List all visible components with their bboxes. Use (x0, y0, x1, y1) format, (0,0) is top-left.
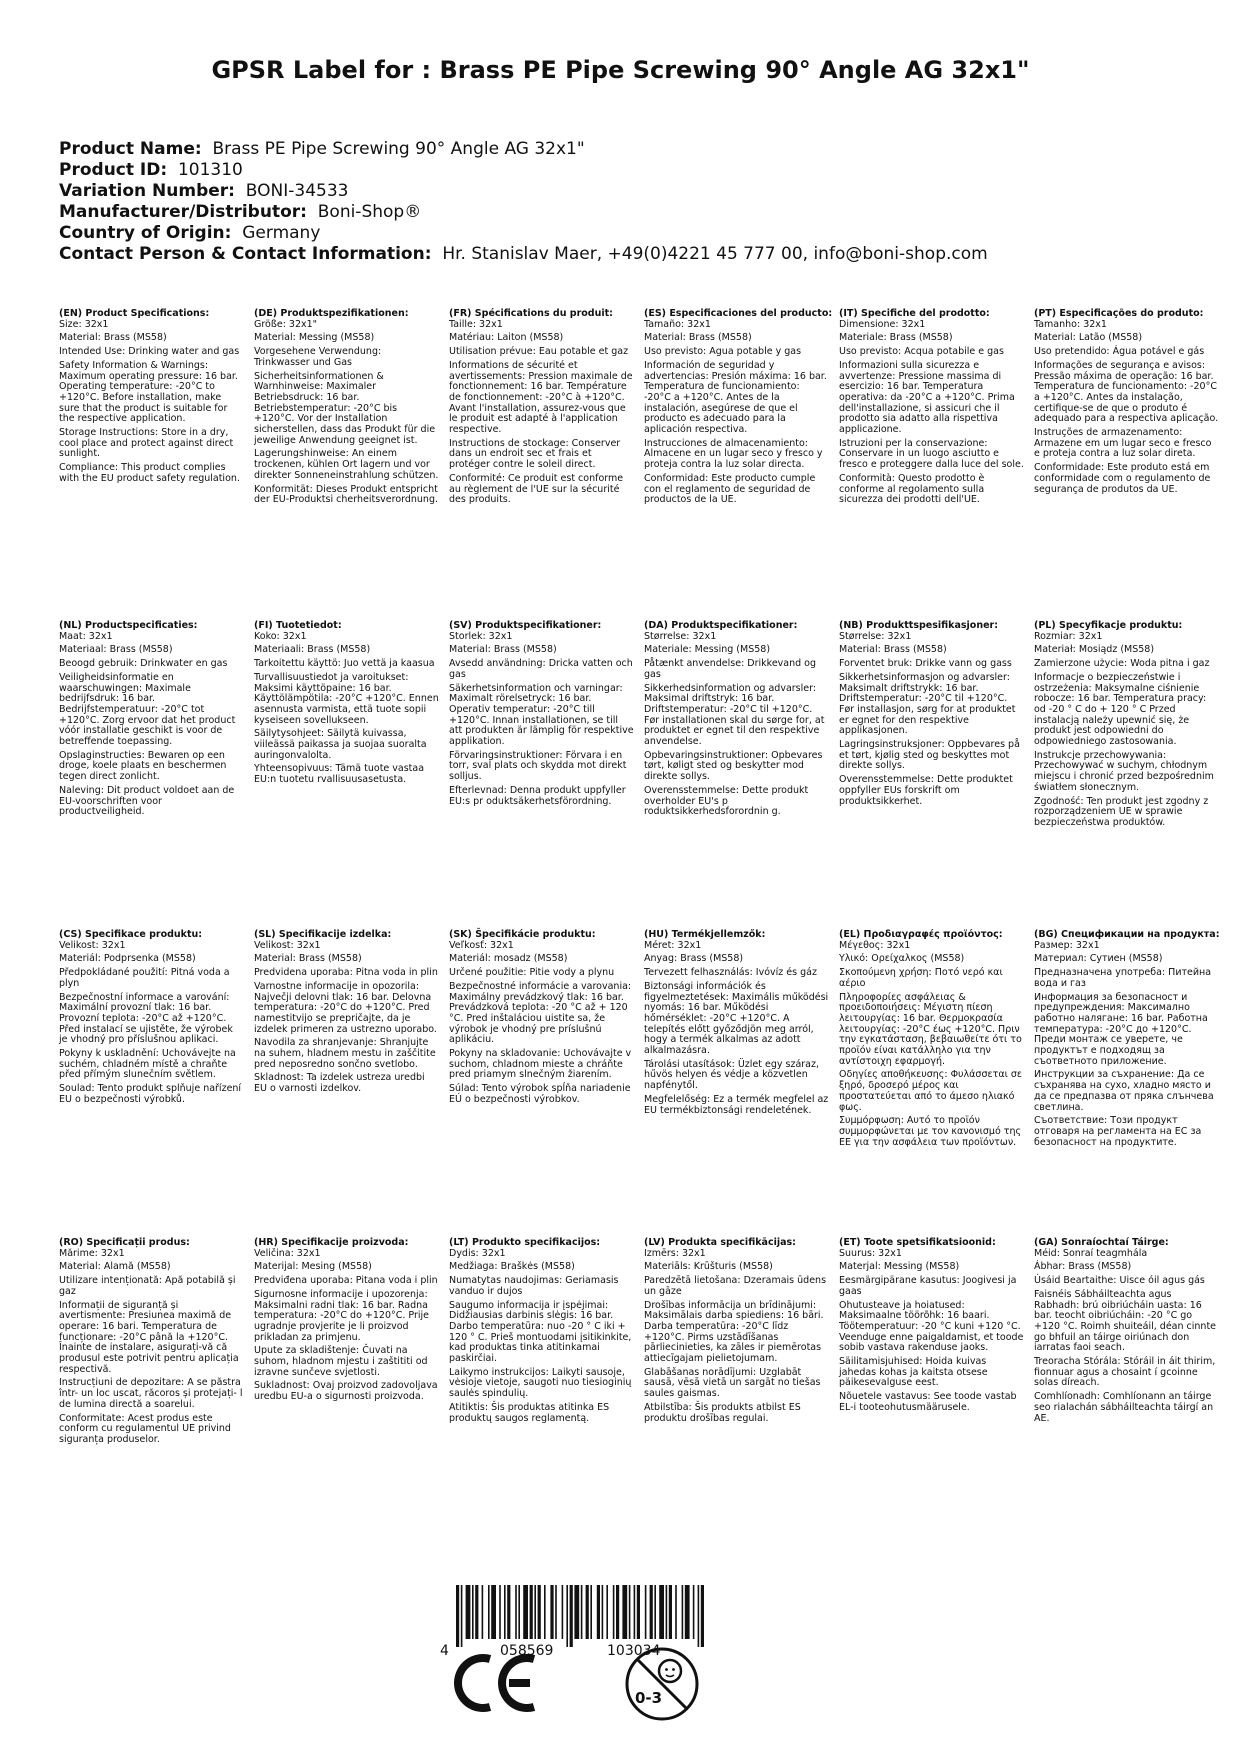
spec-block-sv (449, 621, 634, 810)
spec-block-de (254, 309, 439, 509)
spec-compliance: Atitiktis: Šis produktas atitinka ES produktų saugos reglamentą. (449, 1401, 610, 1424)
spec-size: Størrelse: 32x1 (644, 630, 717, 642)
spec-compliance: Overensstemmelse: Dette produktet oppfyller EUs forskrift om produktsikkerhet. (839, 774, 1013, 807)
spec-storage: Instrukcje przechowywania: Przechowywać w suchym, chłodnym miejscu i chronić przed bezpośrednim światłem słonecznym. (1034, 749, 1214, 793)
spec-safety: Turvallisuustiedot ja varoitukset: Maksimi käyttöpaine: 16 bar. Käyttölämpötila: -20°C +120°C. Ennen asennusta varmista, että tuote sopii kyseiseen sovellukseen. (254, 671, 439, 726)
spec-safety: Ohutusteave ja hoiatused: Maksimaalne töörõhk: 16 baari. Töötemperatuur: -20 °C kuni +120 °C. Veenduge enne paigaldamist, et toode sobib vastava rakenduse jaoks. (839, 1299, 1024, 1354)
barcode-bar (685, 1585, 690, 1639)
spec-storage: Opslaginstructies: Bewaren op een droge, koele plaats en beschermen tegen direct zonlicht. (59, 749, 227, 783)
barcode-bar (518, 1585, 520, 1639)
spec-size: Rozmiar: 32x1 (1034, 630, 1103, 642)
spec-size: Μέγεθος: 32x1 (839, 939, 911, 951)
spec-compliance: Megfelelőség: Ez a termék megfelel az EU termékbiztonsági rendeletének. (644, 1093, 829, 1116)
barcode-bar (530, 1585, 533, 1639)
spec-safety: Πληροφορίες ασφάλειας & προειδοποιήσεις: Μέγιστη πίεση λειτουργίας: 16 bar. Θερμοκρασία λειτουργίας: -20°C έως +120°C. Πριν την εγκατάσταση, βεβαιωθείτε ότι το προϊόν είναι κατάλληλο για την αντίστοιχη εφαρμογή. (839, 991, 1022, 1067)
barcode-bar (538, 1585, 541, 1639)
spec-compliance: Naleving: Dit product voldoet aan de EU-voorschriften voor productveiligheid. (59, 784, 235, 818)
barcode-right-digits: 103034 (607, 1643, 661, 1659)
spec-intended-use: Beoogd gebruik: Drinkwater en gas (59, 658, 228, 670)
spec-material: Material: Messing (MS58) (254, 332, 375, 344)
spec-material: Matériau: Laiton (MS58) (449, 332, 564, 344)
barcode-bar (629, 1585, 631, 1639)
spec-material: Materiál: Podprsenka (MS58) (59, 953, 196, 965)
spec-size: Méret: 32x1 (644, 939, 702, 951)
spec-storage: Pokyny na skladovanie: Uchovávajte v suchom, chladnom mieste a chráňte pred priamym slnečným žiarením. (449, 1048, 632, 1081)
spec-title: (PL) Specyfikacje produktu: (1034, 620, 1183, 631)
spec-block-hr (254, 1238, 439, 1406)
spec-intended-use: Σκοπούμενη χρήση: Ποτό νερό και αέριο (839, 967, 1003, 989)
info-label: Manufacturer/Distributor: (59, 202, 307, 222)
spec-storage: Storage Instructions: Store in a dry, cool place and protect against direct sunlight. (59, 427, 234, 460)
spec-compliance: Comhlíonadh: Comhlíonann an táirge seo rialachán sábháilteachta táirgí an AE. (1034, 1391, 1214, 1424)
spec-intended-use: Forventet bruk: Drikke vann og gass (839, 658, 1012, 670)
spec-size: Størrelse: 32x1 (839, 630, 912, 642)
info-label: Product ID: (59, 160, 168, 180)
spec-safety: Drošības informācija un brīdinājumi: Maksimālais darba spiediens: 16 bāri. Darba temperatūra: -20°C līdz +120°C. Pirms uzstādīšanas pārliecinieties, ka zāles ir piemērotas attiecīgajam pielietojumam. (644, 1299, 824, 1365)
spec-safety: Sigurnosne informacije i upozorenja: Maksimalni radni tlak: 16 bar. Radna temperatura: -20°C do +120°C. Prije ugradnje provjerite je li proizvod prikladan za primjenu. (254, 1288, 430, 1343)
barcode-bar (701, 1585, 704, 1647)
info-label: Variation Number: (59, 181, 235, 201)
spec-compliance: Atbilstība: Šis produkts atbilst ES produktu drošības regulai. (644, 1401, 801, 1424)
spec-material: Материал: Сутиен (MS58) (1034, 953, 1163, 965)
barcode-bar (482, 1585, 484, 1639)
barcode-bar (475, 1585, 478, 1639)
barcode-bar (634, 1585, 636, 1639)
spec-intended-use: Úsáid Beartaithe: Uisce óil agus gás (1034, 1275, 1205, 1287)
spec-safety: Bezpečnostné informácie a varovania: Maximálny prevádzkový tlak: 16 bar. Prevádzková teplota: -20 °C až + 120 °C. Pred inštaláciou uistite sa, že výrobok je vhodný pre príslušnú aplikáciu. (449, 980, 632, 1046)
info-manufacturer (59, 202, 988, 223)
ce-mark-icon (450, 1650, 542, 1716)
info-variation-number (59, 181, 988, 202)
spec-compliance: Nõuetele vastavus: See toode vastab EL-i tooteohutusmäärusele. (839, 1391, 1017, 1413)
barcode-bar (566, 1585, 568, 1647)
spec-title: (NL) Productspecificaties: (59, 620, 198, 631)
spec-material: Material: Latão (MS58) (1034, 332, 1143, 344)
spec-size: Koko: 32x1 (254, 630, 307, 642)
spec-intended-use: Eesmärgipärane kasutus: Joogivesi ja gaas (839, 1275, 1017, 1297)
spec-material: Υλικό: Ορείχαλκος (MS58) (839, 953, 965, 965)
spec-intended-use: Paredzētā lietošana: Dzeramais ūdens un gāze (644, 1275, 827, 1297)
barcode-bar (504, 1585, 506, 1639)
spec-storage: Förvaringsinstruktioner: Förvara i en torr, sval plats och skydda mot direkt solljus. (449, 749, 627, 783)
info-label: Contact Person & Contact Information: (59, 244, 432, 264)
spec-compliance: Yhteensopivuus: Tämä tuote vastaa EU:n tuotetu rvallisuusasetusta. (254, 763, 425, 786)
spec-material: Materiaal: Brass (MS58) (59, 644, 173, 656)
spec-material: Material: Alamă (MS58) (59, 1261, 171, 1273)
spec-intended-use: Predvidena uporaba: Pitna voda in plin (254, 967, 438, 979)
spec-title: (SL) Specifikacije izdelka: (254, 929, 392, 940)
info-value: BONI-34533 (245, 181, 349, 201)
spec-safety: Informations de sécurité et avertissements: Pression maximale de fonctionnement: 16 bar. Température de fonctionnement: -20°C à +120°C. Avant l'installation, assurez-vous que le produit est adapté à l'application respective. (449, 359, 633, 436)
spec-compliance: Soulad: Tento produkt splňuje nařízení EU o bezpečnosti výrobků. (59, 1083, 242, 1105)
spec-compliance: Συμμόρφωση: Αυτό το προϊόν συμμορφώνεται με τον κανονισμό της ΕΕ για την ασφάλεια των προϊόντων. (839, 1115, 1022, 1148)
spec-block-en (59, 309, 244, 488)
spec-title: (HU) Termékjellemzők: (644, 929, 766, 940)
spec-safety: Varnostne informacije in opozorila: Največji delovni tlak: 16 bar. Delovna temperatura: -20°C do +120°C. Pred namestitvijo se prepričajte, da je izdelek primeren za ustrezno uporabo. (254, 980, 437, 1035)
barcode-bar (637, 1585, 640, 1639)
spec-storage: Laikymo instrukcijos: Laikyti sausoje, vėsioje vietoje, saugoti nuo tiesioginių saulės spindulių. (449, 1366, 632, 1400)
spec-storage: Lagringsinstruksjoner: Oppbevares på et tørt, kjølig sted og beskyttes mot direkte sollys. (839, 739, 1020, 772)
spec-compliance: Efterlevnad: Denna produkt uppfyller EU:s pr oduktsäkerhetsförordning. (449, 784, 626, 807)
barcode-bar (555, 1585, 557, 1639)
spec-intended-use: Utilizare intenționată: Apă potabilă și gaz (59, 1275, 236, 1297)
barcode-bar (590, 1585, 592, 1639)
spec-title: (CS) Specifikace produktu: (59, 929, 203, 940)
spec-block-sl (254, 930, 439, 1098)
spec-storage: Instructions de stockage: Conserver dans un endroit sec et frais et protéger contre le soleil direct. (449, 437, 621, 471)
spec-size: Размер: 32x1 (1034, 939, 1100, 951)
spec-intended-use: Zamierzone użycie: Woda pitna i gaz (1034, 658, 1210, 670)
barcode-bar (550, 1585, 553, 1639)
barcode-bar (544, 1585, 546, 1639)
spec-block-ro (59, 1238, 244, 1449)
spec-storage: Treoracha Stórála: Stóráil in áit thirim, fionnuar agus a chosaint í gcoinne solas díreach. (1034, 1356, 1216, 1389)
spec-intended-use: Påtænkt anvendelse: Drikkevand og gas (644, 658, 817, 680)
spec-intended-use: Numatytas naudojimas: Geriamasis vanduo ir dujos (449, 1275, 619, 1297)
spec-material: Material: Brass (MS58) (644, 332, 752, 344)
spec-title: (NB) Produkttspesifikasjoner: (839, 620, 999, 631)
barcode-bar (562, 1585, 564, 1639)
spec-storage: Lagerungshinweise: An einem trockenen, kühlen Ort lagern und vor direkter Sonneneinstrahlung schützen. (254, 448, 439, 481)
spec-safety: Informações de segurança e avisos: Pressão máxima de operação: 16 bar. Temperatura de funcionamento: -20°C a +120°C. Antes da instalação, certifique-se de que o produto é adequado para a respectiva aplicação. (1034, 359, 1219, 425)
spec-intended-use: Předpokládané použití: Pitná voda a plyn (59, 967, 230, 989)
spec-title: (ES) Especificaciones del producto: (644, 308, 833, 319)
spec-size: Velikost: 32x1 (254, 939, 321, 951)
spec-block-nb (839, 621, 1024, 810)
spec-intended-use: Predviđena uporaba: Pitana voda i plin (254, 1275, 438, 1287)
barcode-bar (507, 1585, 510, 1639)
spec-title: (IT) Specifiche del prodotto: (839, 308, 990, 319)
spec-storage: Οδηγίες αποθήκευσης: Φυλάσσεται σε ξηρό, δροσερό μέρος και προστατεύεται από το άμεσο ηλιακό φως. (839, 1069, 1022, 1113)
spec-size: Veľkosť: 32x1 (449, 939, 514, 951)
spec-block-nl (59, 621, 244, 821)
product-info (59, 139, 988, 265)
spec-material: Material: Brass (MS58) (254, 953, 362, 965)
spec-intended-use: Uso previsto: Acqua potabile e gas (839, 346, 1004, 358)
barcode-bars (440, 1585, 710, 1647)
spec-storage: Instrucciones de almacenamiento: Almacene en un lugar seco y fresco y proteja contra la luz solar directa. (644, 437, 823, 471)
spec-compliance: Compliance: This product complies with the EU product safety regulation. (59, 462, 240, 484)
spec-compliance: Overensstemmelse: Dette produkt overholder EU's p roduktsikkerhedsforordnin g. (644, 784, 809, 818)
spec-size: Tamanho: 32x1 (1034, 318, 1107, 330)
barcode-bar (515, 1585, 517, 1639)
page-title: GPSR Label for : Brass PE Pipe Screwing 90° Angle AG 32x1" (211, 56, 1030, 84)
spec-title: (LV) Produkta specifikācijas: (644, 1237, 796, 1248)
barcode-bar (488, 1585, 490, 1639)
spec-material: Ábhar: Brass (MS58) (1034, 1261, 1132, 1273)
spec-safety: Informații de siguranță și avertismente: Presiunea maximă de operare: 16 bari. Temperatura de funcționare: -20°C până la +120°C. Înainte de instalare, asigurați-vă că produsul este potrivit pentru aplicația respectivă. (59, 1299, 239, 1375)
spec-material: Materijal: Mesing (MS58) (254, 1261, 372, 1273)
info-country-of-origin (59, 223, 988, 244)
spec-compliance: Zgodność: Ten produkt jest zgodny z rozporządzeniem UE w sprawie bezpieczeństwa produktów. (1034, 795, 1209, 828)
spec-storage: Opbevaringsinstruktioner: Opbevares tørt, køligt sted og beskytter mod direkte sollys. (644, 749, 823, 783)
ce-logo (450, 1650, 542, 1716)
barcode-bar (586, 1585, 589, 1639)
spec-material: Materiāls: Krūšturis (MS58) (644, 1261, 773, 1273)
spec-storage: Istruzioni per la conservazione: Conservare in un luogo asciutto e fresco e proteggere dalla luce del sole. (839, 437, 1024, 471)
spec-block-pt (1034, 309, 1219, 498)
spec-block-ga (1034, 1238, 1219, 1427)
spec-compliance: Conformité: Ce produit est conforme au règlement de l'UE sur la sécurité des produits. (449, 472, 624, 506)
spec-safety: Informacje o bezpieczeństwie i ostrzeżenia: Maksymalne ciśnienie robocze: 16 bar. Temperatura pracy: od -20 ° C do + 120 ° C Przed instalacją należy upewnić się, że produkt jest odpowiedni do odpowiedniego zastosowania. (1034, 671, 1207, 748)
spec-block-it (839, 309, 1024, 509)
age-warning-icon (623, 1645, 701, 1723)
spec-title: (FI) Tuotetiedot: (254, 620, 342, 631)
spec-title: (EN) Product Specifications: (59, 308, 210, 319)
spec-safety: Sikkerhetsinformasjon og advarsler: Maksimalt driftstrykk: 16 bar. Driftstemperatur: -20°C til +120°C. Før installasjon, sørg for at produktet er egnet for den respektive applikasjonen. (839, 671, 1016, 737)
barcode-bar (669, 1585, 672, 1639)
spec-safety: Информация за безопасност и предупреждения: Максимално работно налягане: 16 bar. Работна температура: -20°C до +120°C. Преди монтаж се уверете, че продуктът е подходящ за съответното приложение. (1034, 991, 1208, 1067)
info-label: Product Name: (59, 139, 202, 159)
barcode-bar (491, 1585, 496, 1639)
barcode-bar (523, 1585, 528, 1639)
info-product-name (59, 139, 988, 160)
spec-compliance: Skladnost: Ta izdelek ustreza uredbi EU o varnosti izdelkov. (254, 1072, 425, 1095)
barcode-bar (682, 1585, 684, 1639)
spec-title: (ET) Toote spetsifikatsioonid: (839, 1237, 996, 1248)
spec-size: Tamaño: 32x1 (644, 318, 711, 330)
spec-material: Anyag: Brass (MS58) (644, 953, 744, 965)
spec-block-bg (1034, 930, 1219, 1151)
barcode-bar (597, 1585, 600, 1639)
barcode-bar (698, 1585, 700, 1647)
spec-size: Suurus: 32x1 (839, 1247, 902, 1259)
spec-title: (FR) Spécifications du produit: (449, 308, 613, 319)
spec-material: Materiale: Messing (MS58) (644, 644, 771, 656)
spec-block-fr (449, 309, 634, 509)
spec-title: (BG) Спецификации на продукта: (1034, 929, 1220, 940)
spec-title: (SV) Produktspecifikationer: (449, 620, 602, 631)
spec-safety: Sicherheitsinformationen & Warnhinweise: Maximaler Betriebsdruck: 16 bar. Betriebstemperatur: -20°C bis +120°C. Vor der Installation sicherstellen, dass das Produkt für die jeweilige Anwendung geeignet ist. (254, 370, 436, 446)
spec-material: Materiał: Mosiądz (MS58) (1034, 644, 1155, 656)
spec-safety: Säkerhetsinformation och varningar: Maximalt rörelsetryck: 16 bar. Operativ temperatur: -20°C till +120°C. Innan installationen, se till att produkten är lämplig för respektive applikation. (449, 682, 634, 748)
barcode-bar (622, 1585, 627, 1639)
spec-material: Materjal: Messing (MS58) (839, 1261, 960, 1273)
spec-intended-use: Tarkoitettu käyttö: Juo vettä ja kaasua (254, 658, 435, 670)
spec-storage: Tárolási utasítások: Üzlet egy száraz, hűvös helyen és védje a közvetlen napfénytől. (644, 1058, 819, 1092)
barcode-bar (666, 1585, 668, 1639)
spec-safety: Safety Information & Warnings: Maximum operating pressure: 16 bar. Operating temperature: -20°C to +120°C. Before installation, make sure that the product is suitable for the respective application. (59, 359, 238, 425)
barcode-bar (675, 1585, 677, 1639)
spec-storage: Pokyny k uskladnění: Uchovávejte na suchém, chladném místě a chraňte před přímým slunečním světlem. (59, 1048, 236, 1081)
spec-intended-use: Určené použitie: Pitie vody a plynu (449, 967, 615, 979)
spec-safety: Faisnéis Sábháilteachta agus Rabhadh: brú oibriúcháin uasta: 16 bar. teocht oibriúcháin: -20 °C go +120 °C. Roimh shuiteáil, déan cinnte go bhfuil an táirge oiriúnach don iarratas faoi seach. (1034, 1288, 1217, 1354)
info-label: Country of Origin: (59, 223, 232, 243)
age-label: 0-3 (635, 1689, 663, 1707)
spec-title: (DE) Produktspezifikationen: (254, 308, 409, 319)
spec-size: Veličina: 32x1 (254, 1247, 321, 1259)
spec-safety: Información de seguridad y advertencias: Presión máxima: 16 bar. Temperatura de funcionamiento: -20°C a +120°C. Antes de la instalación, asegúrese de que el producto es adecuado para la aplicación respectiva. (644, 359, 827, 436)
spec-safety: Veiligheidsinformatie en waarschuwingen: Maximale bedrijfsdruk: 16 bar. Bedrijfstemperatuur: -20°C tot +120°C. Zorg ervoor dat het product vóór installatie geschikt is voor de betreffende toepassing. (59, 671, 236, 748)
barcode-bar (616, 1585, 619, 1639)
spec-size: Dimensione: 32x1 (839, 318, 926, 330)
spec-size: Taille: 32x1 (449, 318, 503, 330)
spec-block-el (839, 930, 1024, 1151)
barcode-bar (499, 1585, 501, 1639)
spec-compliance: Konformität: Dieses Produkt entspricht der EU-Produktsi cherheitsverordnung. (254, 483, 439, 506)
spec-compliance: Sukladnost: Ovaj proizvod zadovoljava uredbu EU-a o sigurnosti proizvoda. (254, 1380, 438, 1403)
spec-storage: Säilitamisjuhised: Hoida kuivas jahedas kohas ja kaitsta otsese päikesevalguse eest. (839, 1356, 988, 1389)
spec-intended-use: Intended Use: Drinking water and gas (59, 346, 240, 358)
spec-title: (HR) Specifikacije proizvoda: (254, 1237, 409, 1248)
spec-title: (LT) Produkto specifikacijos: (449, 1237, 601, 1248)
spec-safety: Sikkerhedsinformation og advarsler: Maksimal driftstryk: 16 bar. Driftstemperatur: -20°C til +120°C. Før installationen skal du sørge for, at produktet er egnet til den respektive anvendelse. (644, 682, 825, 748)
barcode-bar (693, 1585, 695, 1639)
spec-compliance: Conformidade: Este produto está em conformidade com o regulamento de segurança de produtos da UE. (1034, 462, 1211, 495)
spec-material: Medžiaga: Braškės (MS58) (449, 1261, 575, 1273)
spec-material: Materiál: mosadz (MS58) (449, 953, 568, 965)
spec-size: Maat: 32x1 (59, 630, 113, 642)
spec-intended-use: Avsedd användning: Dricka vatten och gas (449, 658, 633, 680)
info-value: Boni-Shop® (317, 202, 422, 222)
info-product-id (59, 160, 988, 181)
spec-size: Mărime: 32x1 (59, 1247, 125, 1259)
spec-block-lv (644, 1238, 829, 1427)
barcode-bar (654, 1585, 656, 1639)
barcode-bar (574, 1585, 579, 1639)
spec-block-cs (59, 930, 244, 1109)
info-value: Germany (242, 223, 321, 243)
spec-intended-use: Предназначена употреба: Питейна вода и газ (1034, 967, 1212, 989)
spec-size: Izmērs: 32x1 (644, 1247, 706, 1259)
spec-safety: Biztonsági információk és figyelmeztetések: Maximális működési nyomás: 16 bar. Működési hőmérséklet: -20°C +120°C. A telepítés előtt győződjön meg arról, hogy a termék alkalmas az adott alkalmazásra. (644, 980, 829, 1057)
barcode-bar (659, 1585, 664, 1639)
spec-block-da (644, 621, 829, 821)
spec-material: Material: Brass (MS58) (449, 644, 557, 656)
spec-storage: Navodila za shranjevanje: Shranjujte na suhem, hladnem mestu in zaščitite pred neposredno sončno svetlobo. (254, 1037, 436, 1070)
spec-title: (PT) Especificações do produto: (1034, 308, 1204, 319)
spec-block-fi (254, 621, 439, 789)
barcode-left-digits: 058569 (500, 1643, 554, 1659)
spec-compliance: Conformidad: Este producto cumple con el reglamento de seguridad de productos de la UE. (644, 472, 816, 506)
spec-storage: Instrucțiuni de depozitare: A se păstra într- un loc uscat, răcoros și protejați- l de lumina directă a soarelui. (59, 1377, 243, 1410)
barcode-bar (466, 1585, 471, 1639)
barcode-bar (472, 1585, 474, 1639)
age-warning-symbol (623, 1645, 701, 1723)
spec-intended-use: Tervezett felhasználás: Ivóvíz és gáz (644, 967, 817, 979)
spec-material: Materiale: Brass (MS58) (839, 332, 953, 344)
spec-storage: Upute za skladištenje: Čuvati na suhom, hladnom mjestu i zaštititi od izravne sunčeve svjetlosti. (254, 1345, 428, 1378)
spec-safety: Bezpečnostní informace a varování: Maximální provozní tlak: 16 bar. Provozní teplota: -20°C až +120°C. Před instalací se ujistěte, že výrobek je vhodný pro příslušnou aplikaci. (59, 991, 233, 1046)
barcode-bar (461, 1585, 463, 1647)
spec-material: Material: Brass (MS58) (839, 644, 947, 656)
spec-storage: Инструкции за съхранение: Да се съхранява на сухо, хладно място и да се предпазва от пряка слънчева светлина. (1034, 1069, 1214, 1113)
spec-storage: Säilytysohjeet: Säilytä kuivassa, viileässä paikassa ja suojaa suoralta auringonvalolta. (254, 728, 427, 761)
spec-block-lt (449, 1238, 634, 1427)
barcode-bar (534, 1585, 536, 1639)
spec-block-sk (449, 930, 634, 1109)
spec-storage: Instruções de armazenamento: Armazene em um lugar seco e fresco e proteja contra a luz solar direta. (1034, 427, 1212, 460)
barcode-lead-digit: 4 (440, 1643, 449, 1659)
spec-title: (RO) Specificații produs: (59, 1237, 190, 1248)
spec-compliance: Съответствие: Този продукт отговаря на регламента на ЕС за безопасност на продуктите. (1034, 1115, 1202, 1148)
barcode-bar (581, 1585, 583, 1639)
spec-safety: Saugumo informacija ir įspėjimai: Didžiausias darbinis slėgis: 16 bar. Darbo temperatūra: nuo -20 ° C iki + 120 ° C. Prieš montuodami įsitikinkite, kad produktas tinka atitinkamai paskirčiai. (449, 1299, 632, 1365)
spec-material: Material: Brass (MS58) (59, 332, 167, 344)
spec-size: Velikost: 32x1 (59, 939, 126, 951)
spec-size: Storlek: 32x1 (449, 630, 513, 642)
barcode-bar (613, 1585, 615, 1639)
spec-title: (SK) Špecifikácie produktu: (449, 929, 596, 940)
spec-title: (EL) Προδιαγραφές προϊόντος: (839, 929, 1003, 940)
spec-title: (GA) Sonraíochtaí Táirge: (1034, 1237, 1169, 1248)
spec-size: Size: 32x1 (59, 318, 109, 330)
spec-block-hu (644, 930, 829, 1119)
spec-size: Dydis: 32x1 (449, 1247, 506, 1259)
info-value: 101310 (177, 160, 243, 180)
spec-block-es (644, 308, 833, 509)
spec-size: Méid: Sonraí teagmhála (1034, 1247, 1148, 1259)
spec-title: (DA) Produktspecifikationer: (644, 620, 798, 631)
barcode-bar (456, 1585, 459, 1647)
info-value: Hr. Stanislav Maer, +49(0)4221 45 777 00, info@boni-shop.com (442, 244, 988, 264)
barcode-bar (645, 1585, 647, 1639)
spec-storage: Glabāšanas norādījumi: Uzglabāt sausā, vēsā vietā un sargāt no tiešas saules gaismas. (644, 1366, 821, 1400)
spec-intended-use: Utilisation prévue: Eau potable et gaz (449, 346, 629, 358)
spec-material: Materiaali: Brass (MS58) (254, 644, 371, 656)
spec-compliance: Conformitate: Acest produs este conform cu regulamentul UE privind siguranța produselor. (59, 1412, 231, 1445)
barcode-bar (602, 1585, 604, 1639)
spec-intended-use: Vorgesehene Verwendung: Trinkwasser und Gas (254, 346, 382, 368)
barcode-bar (570, 1585, 573, 1647)
barcode-bar (650, 1585, 653, 1639)
info-contact (59, 244, 988, 265)
spec-intended-use: Uso pretendido: Água potável e gás (1034, 346, 1205, 358)
spec-compliance: Conformità: Questo prodotto è conforme al regolamento sulla sicurezza dei prodotti dell'UE. (839, 472, 985, 506)
spec-block-et (839, 1238, 1024, 1417)
spec-size: Größe: 32x1" (254, 318, 318, 330)
spec-block-pl (1034, 621, 1219, 832)
info-value: Brass PE Pipe Screwing 90° Angle AG 32x1" (212, 139, 585, 159)
spec-safety: Informazioni sulla sicurezza e avvertenze: Pressione massima di esercizio: 16 bar. Temperatura operativa: da -20°C a +120°C. Prima dell'installazione, si assicuri che il prodotto sia adatto alla rispettiva applicazione. (839, 359, 1015, 436)
barcode-bar (606, 1585, 608, 1639)
spec-intended-use: Uso previsto: Agua potable y gas (644, 346, 802, 358)
spec-compliance: Súlad: Tento výrobok spĺňa nariadenie EÚ o bezpečnosti výrobkov. (449, 1083, 631, 1105)
